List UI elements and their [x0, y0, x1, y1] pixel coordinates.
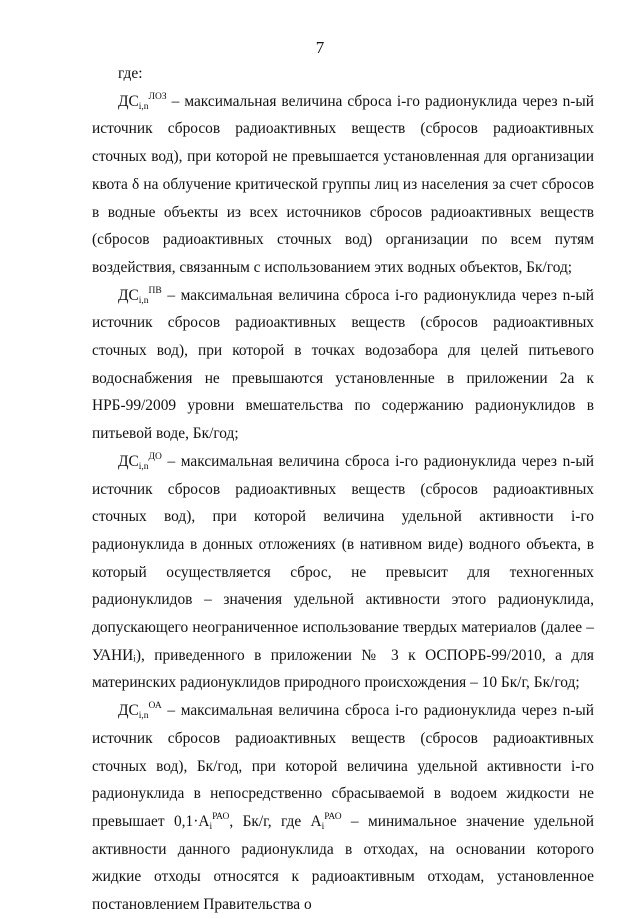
- definition-subscript: i,n: [138, 101, 149, 112]
- definition-superscript: ОА: [148, 701, 162, 712]
- definition-text-continued: , Бк/г, где A: [229, 812, 322, 830]
- definition-text-continued: – минимальное значение удельной активности данного радионуклида в отходах, на основании которого жидкие отходы относятся к радиоактивным отходам, установленное постановлением Правительства о: [92, 812, 595, 914]
- activity-superscript: РАО: [324, 811, 342, 822]
- definition-symbol: ДС: [118, 286, 139, 304]
- definition-symbol: ДС: [118, 702, 139, 720]
- activity-superscript: РАО: [212, 811, 230, 822]
- definition-superscript: ДО: [148, 451, 162, 462]
- definition-ds-loz: [92, 88, 594, 282]
- definition-ds-oa: [92, 697, 594, 919]
- definition-subscript: i,n: [138, 461, 149, 472]
- page-body: [92, 60, 594, 919]
- definition-subscript: i,n: [138, 295, 149, 306]
- definition-text: – максимальная величина сброса i-го радионуклида через n-ый источник сбросов радиоактивных веществ (сбросов радиоактивных сточных вод), при которой величина удельной активности i-го радионуклида в донных отложениях (в нативном виде) водного объекта, в который осуществляется сброс, не превысит для техногенных радионуклидов – значения удельной активности этого радионуклида, допускающего неограниченное использование твердых материалов (далее – УАНИᵢ), приведенного в приложении № 3 к ОСПОРБ-99/2010, а для материнских радионуклидов природного происхождения – 10 Бк/г, Бк/год;: [92, 452, 594, 692]
- definition-ds-do: [92, 448, 594, 697]
- definition-symbol: ДС: [118, 452, 139, 470]
- definition-symbol: ДС: [118, 92, 139, 110]
- definition-subscript: i,n: [138, 711, 149, 722]
- definition-text: – максимальная величина сброса i-го радионуклида через n-ый источник сбросов радиоактивных веществ (сбросов радиоактивных сточных вод), при которой не превышается установленная для организации квота δ на облучение критической группы лиц из населения за счет сбросов в водные объекты из всех источников сбросов радиоактивных веществ (сбросов радиоактивных сточных вод) организации по всем путям воздействия, связанным с использованием этих водных объектов, Бк/год;: [92, 92, 594, 276]
- activity-subscript: i: [209, 821, 213, 832]
- page-number: 7: [315, 38, 325, 57]
- definition-superscript: ПВ: [148, 285, 162, 296]
- definition-text: – максимальная величина сброса i-го радионуклида через n-ый источник сбросов радиоактивных веществ (сбросов радиоактивных сточных вод), Бк/год, при которой величина удельной активности i-го радионуклида в непосредственно сбрасываемой в водоем жидкости не превышает 0,1·A: [92, 702, 594, 830]
- definition-text: – максимальная величина сброса i-го радионуклида через n-ый источник сбросов радиоактивных веществ (сбросов радиоактивных сточных вод), при которой в точках водозабора для целей питьевого водоснабжения не превышаются установленные в приложении 2а к НРБ-99/2009 уровни вмешательства по содержанию радионуклидов в питьевой воде, Бк/год;: [92, 286, 594, 443]
- activity-subscript: i: [321, 821, 325, 832]
- intro-where: где:: [118, 65, 143, 82]
- definition-superscript: ЛОЗ: [148, 91, 167, 102]
- definition-ds-pv: [92, 282, 594, 448]
